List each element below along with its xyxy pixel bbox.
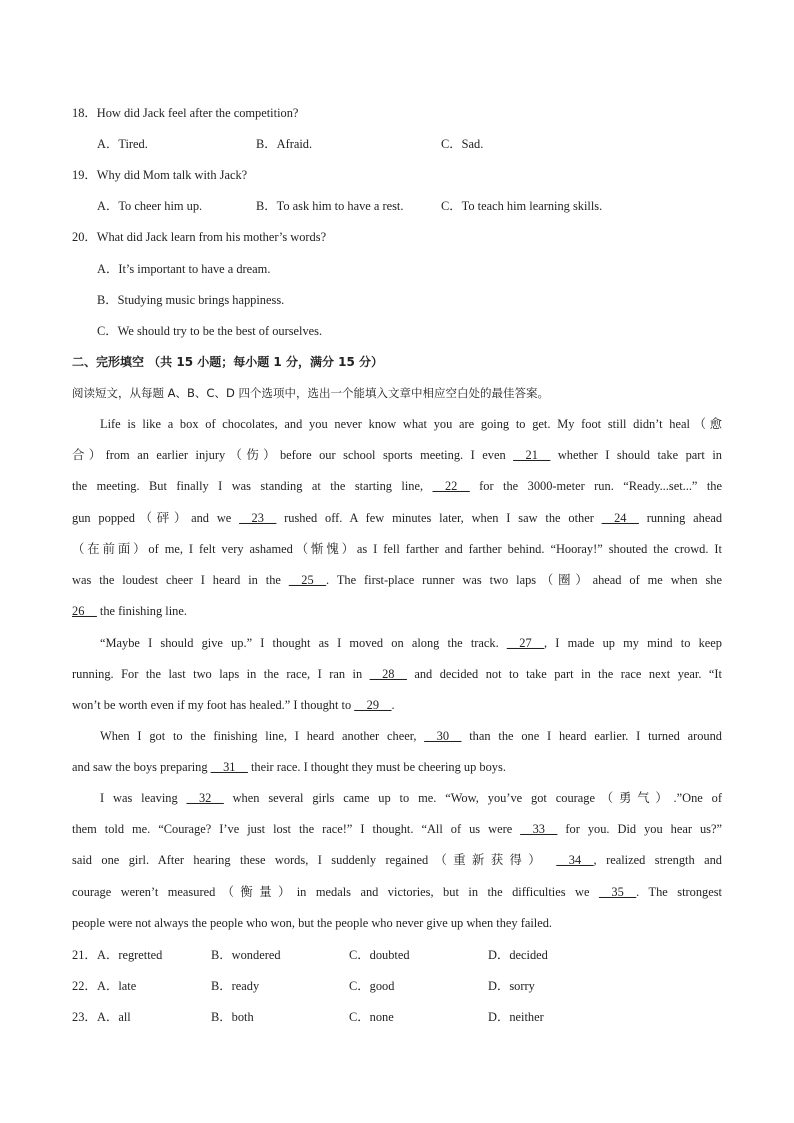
choice-option: D．decided bbox=[488, 948, 548, 962]
choice-number: 21． bbox=[72, 948, 97, 962]
passage-line bbox=[72, 759, 722, 790]
passage-line bbox=[72, 478, 722, 509]
passage-paragraph bbox=[72, 728, 722, 790]
passage-line bbox=[72, 635, 722, 666]
passage-line bbox=[72, 821, 722, 852]
passage-text: and decided not to take part in the race next year. “It bbox=[406, 667, 723, 682]
choice-option: D．neither bbox=[488, 1010, 544, 1024]
passage-text: was the loudest cheer I heard in the bbox=[72, 572, 289, 587]
question-19-option-a: A．To cheer him up. bbox=[97, 199, 203, 213]
question-20-option-b: B．Studying music brings happiness. bbox=[97, 293, 285, 307]
passage-text: said one girl. After hearing these words, I suddenly regained（重新获得） bbox=[72, 853, 557, 868]
cloze-blank: __27__ bbox=[506, 636, 545, 650]
passage-text: whether I should take part in bbox=[550, 448, 722, 463]
passage-text: courage weren’t measured（衡量）in medals and victories, but in the difficulties we bbox=[72, 884, 599, 899]
cloze-blank: __28__ bbox=[369, 667, 407, 682]
cloze-blank: __34__ bbox=[556, 853, 594, 868]
passage-text: “Maybe I should give up.” I thought as I moved on along the track. bbox=[100, 636, 507, 650]
passage-text: , realized strength and bbox=[593, 853, 722, 868]
question-19-option-b: B．To ask him to have a rest. bbox=[256, 199, 404, 213]
cloze-blank: 26__ bbox=[72, 604, 97, 619]
choice-option: B．both bbox=[211, 1010, 254, 1024]
passage-line bbox=[72, 852, 722, 883]
section-title: 二、完形填空 （共 15 小题；每小题 1 分，满分 15 分） bbox=[72, 355, 383, 369]
passage-line bbox=[72, 697, 722, 728]
passage-text: the finishing line. bbox=[96, 604, 187, 619]
passage-text: Life is like a box of chocolates, and you never know what you are going to get. My foot still didn’t heal（愈 bbox=[100, 417, 722, 431]
section-instruction: 阅读短文，从每题 A、B、C、D 四个选项中，选出一个能填入文章中相应空白处的最佳答案。 bbox=[72, 386, 549, 400]
cloze-blank: __25__ bbox=[288, 572, 327, 587]
cloze-blank: __30__ bbox=[424, 729, 462, 743]
passage-text: when several girls came up to me. “Wow, you’ve got courage（勇气）.”One of bbox=[223, 791, 722, 805]
passage-text: for the 3000-meter run. “Ready...set...” the bbox=[469, 479, 723, 494]
choice-option: B．ready bbox=[211, 979, 260, 993]
passage-text: . bbox=[391, 698, 395, 713]
cloze-blank: __32__ bbox=[186, 791, 224, 805]
passage-text: running ahead bbox=[638, 510, 723, 525]
passage-text: gun popped（砰）and we bbox=[72, 510, 240, 525]
cloze-blank: __24__ bbox=[601, 510, 639, 525]
passage-paragraph bbox=[72, 635, 722, 729]
question-18-option-b: B．Afraid. bbox=[256, 137, 313, 151]
choice-option: C．none bbox=[349, 1010, 394, 1024]
question-20-stem: 20．What did Jack learn from his mother’s words? bbox=[72, 230, 327, 244]
passage-text: . The strongest bbox=[636, 884, 722, 899]
passage-line bbox=[72, 915, 722, 946]
passage-line bbox=[72, 728, 722, 759]
passage-line bbox=[72, 790, 722, 821]
passage-text: When I got to the finishing line, I heard another cheer, bbox=[100, 729, 425, 743]
choice-option: B．wondered bbox=[211, 948, 281, 962]
question-19-option-c: C．To teach him learning skills. bbox=[441, 199, 603, 213]
choice-option: A．late bbox=[97, 979, 137, 993]
passage-text: , I made up my mind to keep bbox=[544, 636, 722, 650]
choice-option: A．regretted bbox=[97, 948, 163, 962]
passage-line bbox=[72, 447, 722, 478]
cloze-blank: __33__ bbox=[520, 822, 558, 837]
choice-number: 23． bbox=[72, 1010, 97, 1024]
passage-line bbox=[72, 603, 722, 634]
question-18-stem: 18．How did Jack feel after the competition? bbox=[72, 106, 299, 120]
passage-text: than the one I heard earlier. I turned around bbox=[461, 729, 722, 743]
passage-paragraph bbox=[72, 790, 722, 946]
cloze-blank: __29__ bbox=[354, 698, 392, 713]
passage-line bbox=[72, 884, 722, 915]
cloze-blank: __23__ bbox=[239, 510, 277, 525]
choice-option: C．good bbox=[349, 979, 395, 993]
cloze-blank: __35__ bbox=[598, 884, 637, 899]
question-20-option-a: A．It’s important to have a dream. bbox=[97, 262, 271, 276]
passage-text: the meeting. But finally I was standing at the starting line, bbox=[72, 479, 433, 494]
question-18-option-c: C．Sad. bbox=[441, 137, 484, 151]
cloze-blank: __31__ bbox=[210, 760, 248, 775]
passage-text: I was leaving bbox=[100, 791, 187, 805]
passage-text: won’t be worth even if my foot has healed.” I thought to bbox=[72, 698, 355, 713]
choice-option: C．doubted bbox=[349, 948, 410, 962]
passage-line bbox=[72, 541, 722, 572]
cloze-blank: __21__ bbox=[513, 448, 551, 463]
passage-line bbox=[72, 416, 722, 447]
question-19-stem: 19．Why did Mom talk with Jack? bbox=[72, 168, 248, 182]
passage-line bbox=[72, 510, 722, 541]
passage-text: and saw the boys preparing bbox=[72, 760, 211, 775]
passage-line bbox=[72, 572, 722, 603]
choice-number: 22． bbox=[72, 979, 97, 993]
passage-text: running. For the last two laps in the race, I ran in bbox=[72, 667, 370, 682]
question-20-option-c: C．We should try to be the best of ourselves. bbox=[97, 324, 323, 338]
passage-text: rushed off. A few minutes later, when I saw the other bbox=[276, 510, 602, 525]
choice-option: D．sorry bbox=[488, 979, 535, 993]
cloze-blank: __22__ bbox=[432, 479, 470, 494]
passage-text: their race. I thought they must be cheering up boys. bbox=[247, 760, 506, 775]
passage-text: 合）from an earlier injury（伤）before our school sports meeting. I even bbox=[72, 448, 514, 463]
passage-text: （在前面）of me, I felt very ashamed（惭愧）as I fell farther and farther behind. “Hooray!” shouted the crowd. It bbox=[72, 541, 722, 556]
question-18-option-a: A．Tired. bbox=[97, 137, 148, 151]
passage-text: people were not always the people who won, but the people who never give up when they failed. bbox=[72, 915, 552, 930]
passage-text: them told me. “Courage? I’ve just lost the race!” I thought. “All of us were bbox=[72, 822, 521, 837]
choice-option: A．all bbox=[97, 1010, 131, 1024]
passage-text: . The first-place runner was two laps（圈）ahead of me when she bbox=[326, 572, 722, 587]
passage-text: for you. Did you hear us?” bbox=[557, 822, 722, 837]
passage-paragraph bbox=[72, 416, 722, 634]
passage-line bbox=[72, 666, 722, 697]
